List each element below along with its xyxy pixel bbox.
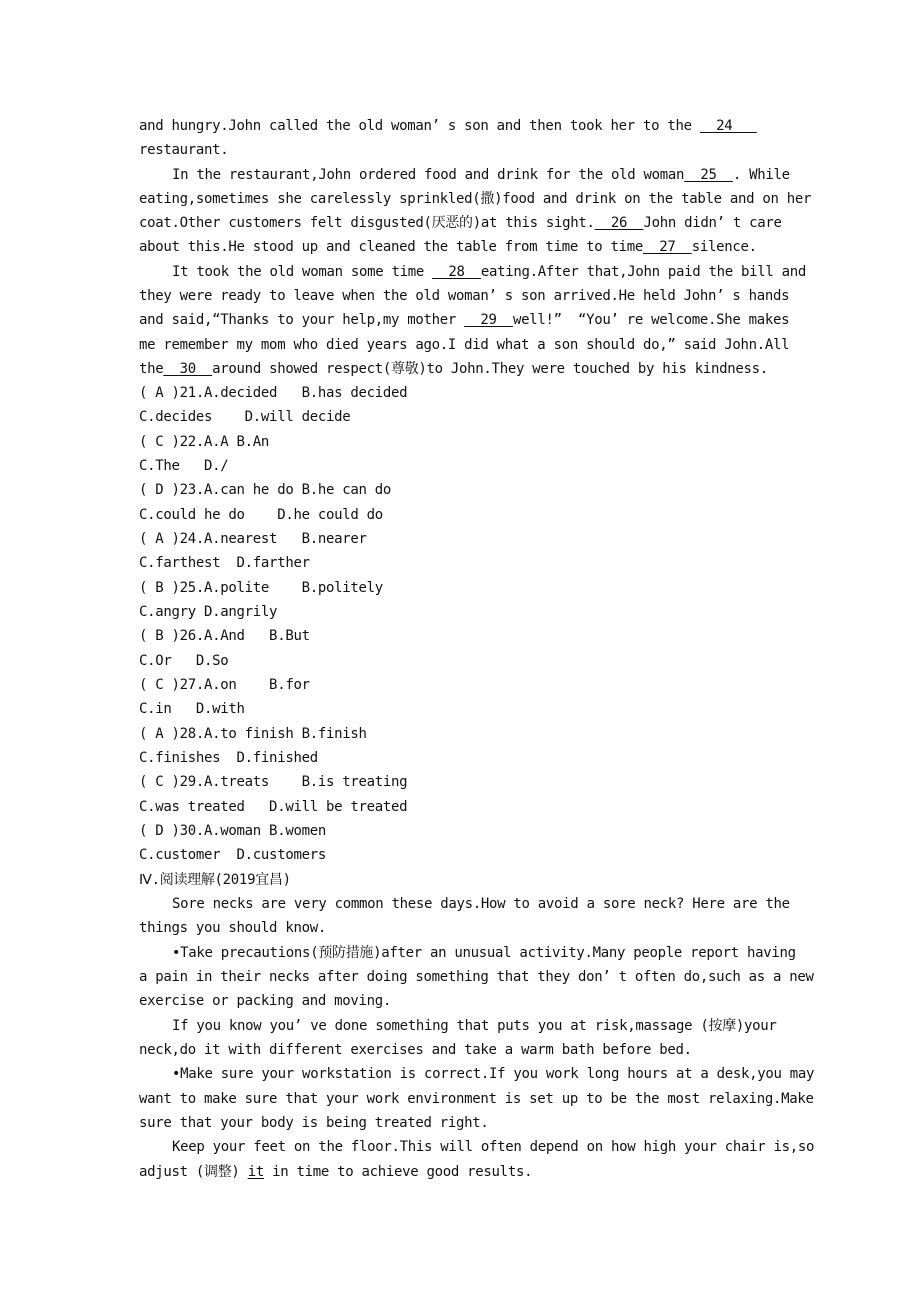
question-27-options: C.in D.with: [139, 701, 245, 717]
passage-line: and hungry.John called the old woman’ s son and then took her to the 24: [139, 118, 757, 134]
question-24: ( A )24.A.nearest B.nearer: [139, 531, 367, 547]
reading-line: If you know you’ ve done something that puts you at risk,massage (按摩)your: [172, 1018, 777, 1034]
question-24-options: C.farthest D.farther: [139, 555, 310, 571]
question-23: ( D )23.A.can he do B.he can do: [139, 482, 391, 498]
question-22-options: C.The D./: [139, 458, 229, 474]
question-26-options: C.Or D.So: [139, 653, 229, 669]
passage-line: coat.Other customers felt disgusted(厌恶的)at this sight. 26 John didn’ t care: [139, 215, 782, 231]
reading-line: Sore necks are very common these days.How to avoid a sore neck? Here are the: [172, 896, 790, 912]
question-26: ( B )26.A.And B.But: [139, 628, 310, 644]
underlined-word: it: [247, 1164, 264, 1180]
blank-24: 24: [699, 118, 757, 134]
reading-line: adjust (调整) it in time to achieve good results.: [139, 1164, 533, 1180]
question-21: ( A )21.A.decided B.has decided: [139, 385, 408, 401]
blank-29: 29: [464, 312, 513, 328]
blank-26: 26: [594, 215, 644, 231]
passage-line: It took the old woman some time 28 eating.After that,John paid the bill and: [172, 264, 807, 280]
blank-25: 25: [684, 167, 733, 183]
section-heading: Ⅳ.阅读理解(2019宜昌): [139, 872, 291, 888]
reading-line: neck,do it with different exercises and take a warm bath before bed.: [139, 1042, 692, 1058]
reading-line: •Make sure your workstation is correct.If you work long hours at a desk,you may: [172, 1066, 815, 1082]
question-28: ( A )28.A.to finish B.finish: [139, 726, 367, 742]
blank-28: 28: [432, 264, 481, 280]
passage-line: they were ready to leave when the old woman’ s son arrived.He held John’ s hands: [139, 288, 790, 304]
question-22: ( C )22.A.A B.An: [139, 434, 270, 450]
question-25-options: C.angry D.angrily: [139, 604, 278, 620]
question-30: ( D )30.A.woman B.women: [139, 823, 326, 839]
reading-line: Keep your feet on the floor.This will often depend on how high your chair is,so: [172, 1139, 815, 1155]
question-21-options: C.decides D.will decide: [139, 409, 351, 425]
passage-line: about this.He stood up and cleaned the table from time to time 27 silence.: [139, 239, 757, 255]
reading-line: want to make sure that your work environment is set up to be the most relaxing.Make: [139, 1091, 814, 1107]
passage-line: me remember my mom who died years ago.I did what a son should do,” said John.All: [139, 337, 790, 353]
passage-line: and said,“Thanks to your help,my mother 29 well!” “You’ re welcome.She makes: [139, 312, 790, 328]
passage-line: restaurant.: [139, 142, 229, 158]
reading-line: sure that your body is being treated right.: [139, 1115, 489, 1131]
reading-line: things you should know.: [139, 920, 326, 936]
reading-line: exercise or packing and moving.: [139, 993, 391, 1009]
question-28-options: C.finishes D.finished: [139, 750, 318, 766]
question-30-options: C.customer D.customers: [139, 847, 326, 863]
question-27: ( C )27.A.on B.for: [139, 677, 310, 693]
blank-30: 30: [163, 361, 213, 377]
question-23-options: C.could he do D.he could do: [139, 507, 383, 523]
passage-line: eating,sometimes she carelessly sprinkled(撒)food and drink on the table and on her: [139, 191, 812, 207]
question-29: ( C )29.A.treats B.is treating: [139, 774, 408, 790]
reading-line: a pain in their necks after doing something that they don’ t often do,such as a new: [139, 969, 814, 985]
blank-27: 27: [642, 239, 692, 255]
question-29-options: C.was treated D.will be treated: [139, 799, 408, 815]
reading-line: •Take precautions(预防措施)after an unusual activity.Many people report having: [172, 945, 796, 961]
passage-line: the 30 around showed respect(尊敬)to John.They were touched by his kindness.: [139, 361, 768, 377]
question-25: ( B )25.A.polite B.politely: [139, 580, 383, 596]
passage-line: In the restaurant,John ordered food and drink for the old woman 25 . While: [172, 167, 790, 183]
